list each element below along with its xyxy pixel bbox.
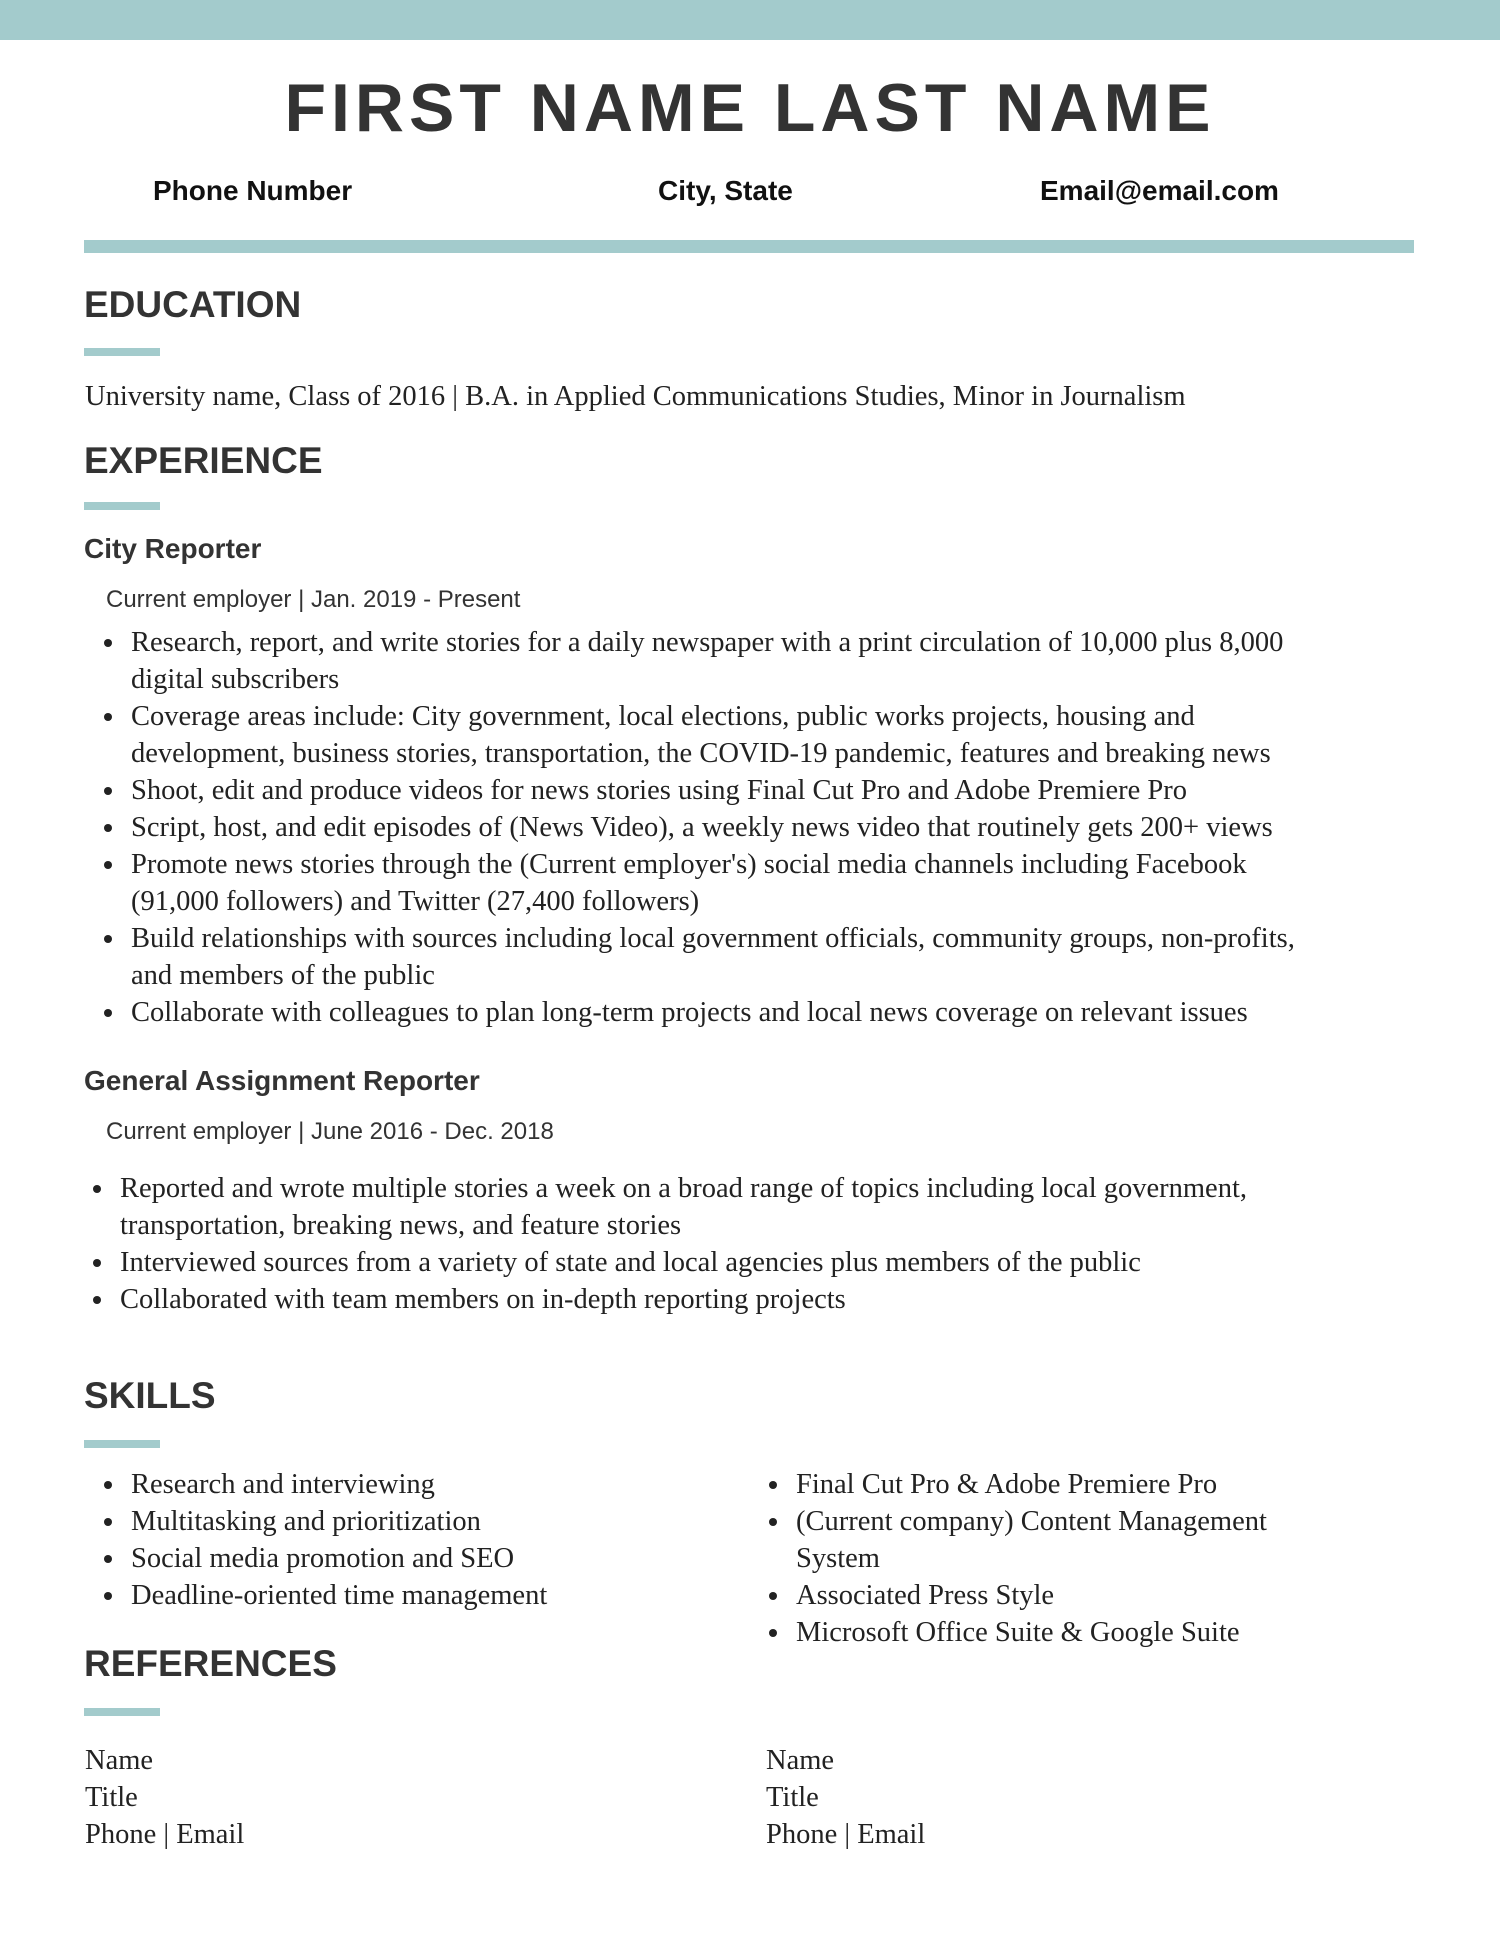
list-item-line: Interviewed sources from a variety of state and local agencies plus members of the public [120, 1247, 1141, 1278]
list-item-line: Collaborated with team members on in-depth reporting projects [120, 1284, 846, 1315]
list-item [120, 1170, 1247, 1244]
reference-title: Title [766, 1782, 819, 1813]
list-item-line: Research and interviewing [131, 1469, 435, 1500]
reference-title: Title [85, 1782, 138, 1813]
phone-number: Phone Number [153, 175, 353, 206]
list-item [120, 1281, 1247, 1318]
list-item-line: transportation, breaking news, and feature stories [120, 1210, 682, 1241]
list-item [131, 698, 1295, 772]
list-item [131, 920, 1295, 994]
reference-1 [85, 1742, 244, 1853]
bullet-icon [93, 1185, 101, 1193]
list-item-line: (91,000 followers) and Twitter (27,400 followers) [131, 886, 700, 917]
list-item-line: digital subscribers [131, 664, 340, 695]
list-item-line: Script, host, and edit episodes of (News Video), a weekly news video that routinely gets 200+ views [131, 812, 1273, 843]
list-item [131, 1577, 547, 1614]
bullet-icon [104, 861, 112, 869]
reference-2 [766, 1742, 925, 1853]
references-heading: REFERENCES [84, 1643, 337, 1684]
bullet-icon [104, 824, 112, 832]
list-item-line: Reported and wrote multiple stories a week on a broad range of topics including local government, [120, 1173, 1248, 1204]
top-accent-bar [0, 0, 1500, 40]
job-title: General Assignment Reporter [84, 1065, 480, 1096]
list-item-line: development, business stories, transportation, the COVID-19 pandemic, features and breaking news [131, 738, 1271, 769]
bullet-icon [769, 1629, 777, 1637]
candidate-name: FIRST NAME LAST NAME [284, 70, 1216, 146]
bullet-icon [104, 1009, 112, 1017]
reference-contact: Phone | Email [766, 1819, 926, 1850]
reference-name: Name [85, 1745, 154, 1776]
list-item-line: Associated Press Style [796, 1580, 1055, 1611]
bullet-icon [104, 1518, 112, 1526]
job-bullets [131, 624, 1295, 1031]
list-item-line: Shoot, edit and produce videos for news stories using Final Cut Pro and Adobe Premiere Pro [131, 775, 1187, 806]
list-item-line: Research, report, and write stories for a daily newspaper with a print circulation of 10,000 plus 8,000 [131, 627, 1284, 658]
list-item-line: Build relationships with sources including local government officials, community groups, non-profits, [131, 923, 1295, 954]
bullet-icon [104, 1592, 112, 1600]
list-item [131, 624, 1295, 698]
list-item-line: Collaborate with colleagues to plan long-term projects and local news coverage on relevant issues [131, 997, 1248, 1028]
email: Email@email.com [1040, 175, 1279, 206]
bullet-icon [104, 787, 112, 795]
job-employer-dates: Current employer | June 2016 - Dec. 2018 [106, 1118, 554, 1145]
references-accent [84, 1708, 160, 1716]
bullet-icon [104, 713, 112, 721]
list-item [796, 1577, 1267, 1614]
bullet-icon [104, 935, 112, 943]
bullet-icon [769, 1518, 777, 1526]
bullet-icon [104, 1555, 112, 1563]
list-item [131, 809, 1295, 846]
location: City, State [658, 175, 793, 206]
job-employer-dates: Current employer | Jan. 2019 - Present [106, 586, 521, 613]
bullet-icon [93, 1296, 101, 1304]
list-item [131, 1540, 547, 1577]
bullet-icon [93, 1259, 101, 1267]
list-item [796, 1503, 1267, 1577]
list-item [131, 1466, 547, 1503]
list-item-line: (Current company) Content Management [796, 1506, 1267, 1537]
list-item [131, 994, 1295, 1031]
bullet-icon [104, 1481, 112, 1489]
skills-list-right [796, 1466, 1267, 1651]
experience-accent [84, 502, 160, 510]
list-item [120, 1244, 1247, 1281]
list-item [131, 846, 1295, 920]
skills-list-left [131, 1466, 547, 1614]
list-item [131, 772, 1295, 809]
job-bullets [120, 1170, 1247, 1318]
list-item-line: Microsoft Office Suite & Google Suite [796, 1617, 1240, 1648]
skills-accent [84, 1440, 160, 1448]
experience-heading: EXPERIENCE [84, 440, 323, 481]
education-accent [84, 348, 160, 356]
list-item-line: Social media promotion and SEO [131, 1543, 515, 1574]
bullet-icon [769, 1592, 777, 1600]
list-item-line: Deadline-oriented time management [131, 1580, 548, 1611]
bullet-icon [104, 639, 112, 647]
job-title: City Reporter [84, 533, 262, 564]
list-item-line: Coverage areas include: City government, local elections, public works projects, housing and [131, 701, 1195, 732]
list-item-line: System [796, 1543, 880, 1574]
bullet-icon [769, 1481, 777, 1489]
list-item [131, 1503, 547, 1540]
list-item-line: Promote news stories through the (Current employer's) social media channels including Facebook [131, 849, 1247, 880]
list-item-line: Final Cut Pro & Adobe Premiere Pro [796, 1469, 1218, 1500]
reference-name: Name [766, 1745, 835, 1776]
reference-contact: Phone | Email [85, 1819, 245, 1850]
list-item-line: and members of the public [131, 960, 435, 991]
skills-heading: SKILLS [84, 1375, 216, 1416]
list-item [796, 1614, 1267, 1651]
education-text: University name, Class of 2016 | B.A. in Applied Communications Studies, Minor in Journalism [85, 381, 1186, 412]
list-item [796, 1466, 1267, 1503]
list-item-line: Multitasking and prioritization [131, 1506, 481, 1537]
header-divider [84, 240, 1414, 253]
education-heading: EDUCATION [84, 284, 302, 325]
